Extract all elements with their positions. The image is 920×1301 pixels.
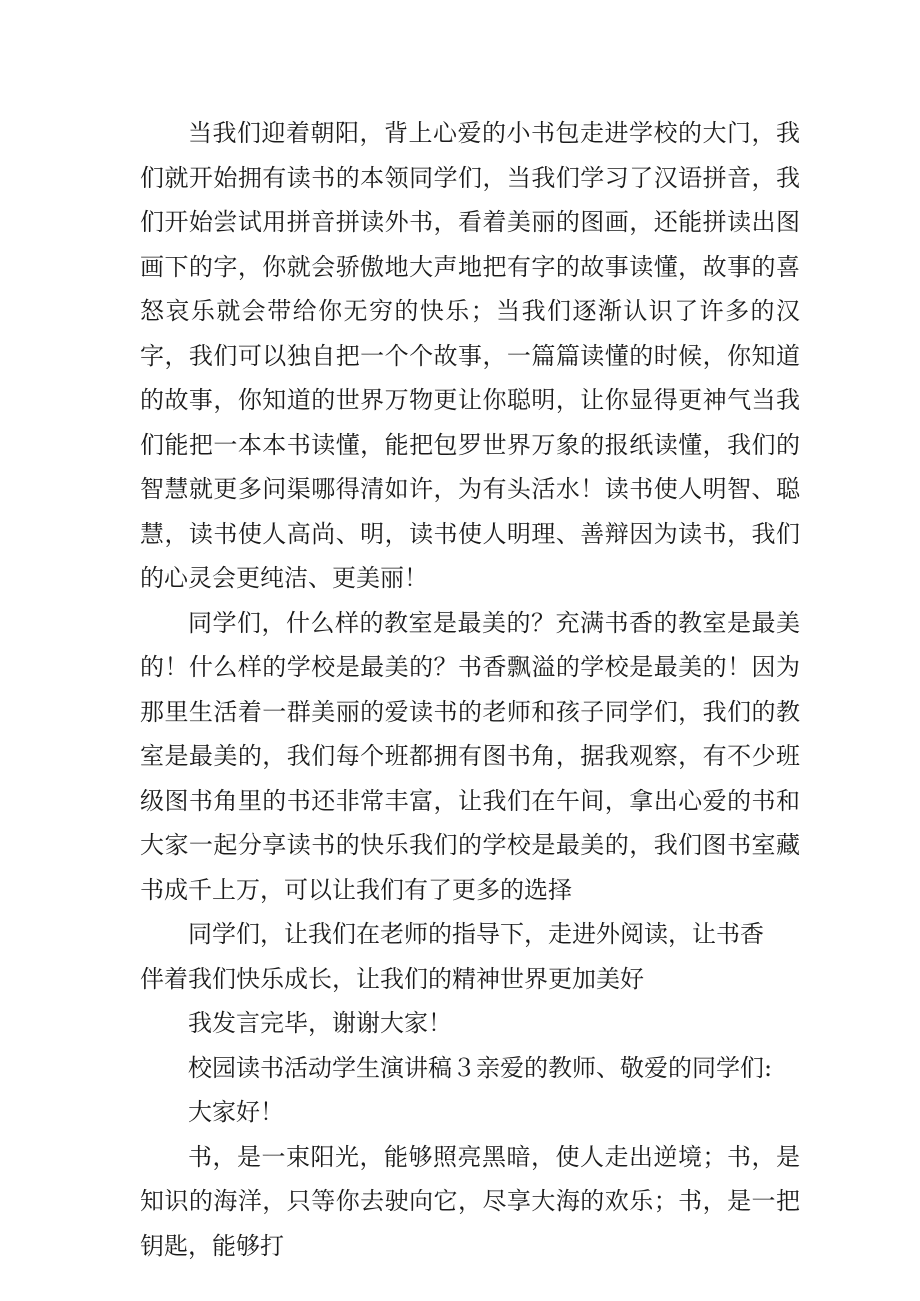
paragraph-beautiful-classroom: 同学们，什么样的教室是最美的？充满书香的教室是最美的！什么样的学校是最美的？书香飘溢的学校是最美的！因为那里生活着一群美丽的爱读书的老师和孩子同学们，我们的教室是最美的，我们每个班都拥有图书角，据我观察，有不少班级图书角里的书还非常丰富，让我们在午间，拿出心爱的书和大家一起分享读书的快乐我们的学校是最美的，我们图书室藏书成千上万，可以让我们有了更多的选择 xyxy=(140,608,800,904)
closing-line-1: 同学们，让我们在老师的指导下，走进外阅读，让书香 xyxy=(188,920,764,948)
paragraph-reading-benefits: 当我们迎着朝阳，背上心爱的小书包走进学校的大门，我们就开始拥有读书的本领同学们，当我们学习了汉语拼音，我们开始尝试用拼音拼读外书，看着美丽的图画，还能拼读出图画下的字，你就会骄傲地大声地把有字的故事读懂，故事的喜怒哀乐就会带给你无穷的快乐；当我们逐渐认识了许多的汉字，我们可以独自把一个个故事，一篇篇读懂的时候，你知道的故事，你知道的世界万物更让你聪明，让你显得更神气当我们能把一本本书读懂，能把包罗世界万象的报纸读懂，我们的智慧就更多问渠哪得清如许，为有头活水！读书使人明智、聪慧，读书使人高尚、明，读书使人明理、善辩因为读书，我们的心灵会更纯洁、更美丽！ xyxy=(140,119,800,592)
closing-line-2: 伴着我们快乐成长，让我们的精神世界更加美好 xyxy=(140,964,644,993)
thanks-line: 我发言完毕，谢谢大家！ xyxy=(188,1009,452,1037)
document-body xyxy=(140,111,800,1268)
greeting-line: 大家好！ xyxy=(188,1098,284,1126)
speech-title-line: 校园读书活动学生演讲稿３亲爱的教师、敬爱的同学们: xyxy=(188,1053,773,1082)
paragraph-closing-call xyxy=(140,912,800,1001)
paragraph-book-metaphors: 书，是一束阳光，能够照亮黑暗，使人走出逆境；书，是知识的海洋，只等你去驶向它，尽享大海的欢乐；书，是一把钥匙，能够打 xyxy=(140,1142,800,1260)
